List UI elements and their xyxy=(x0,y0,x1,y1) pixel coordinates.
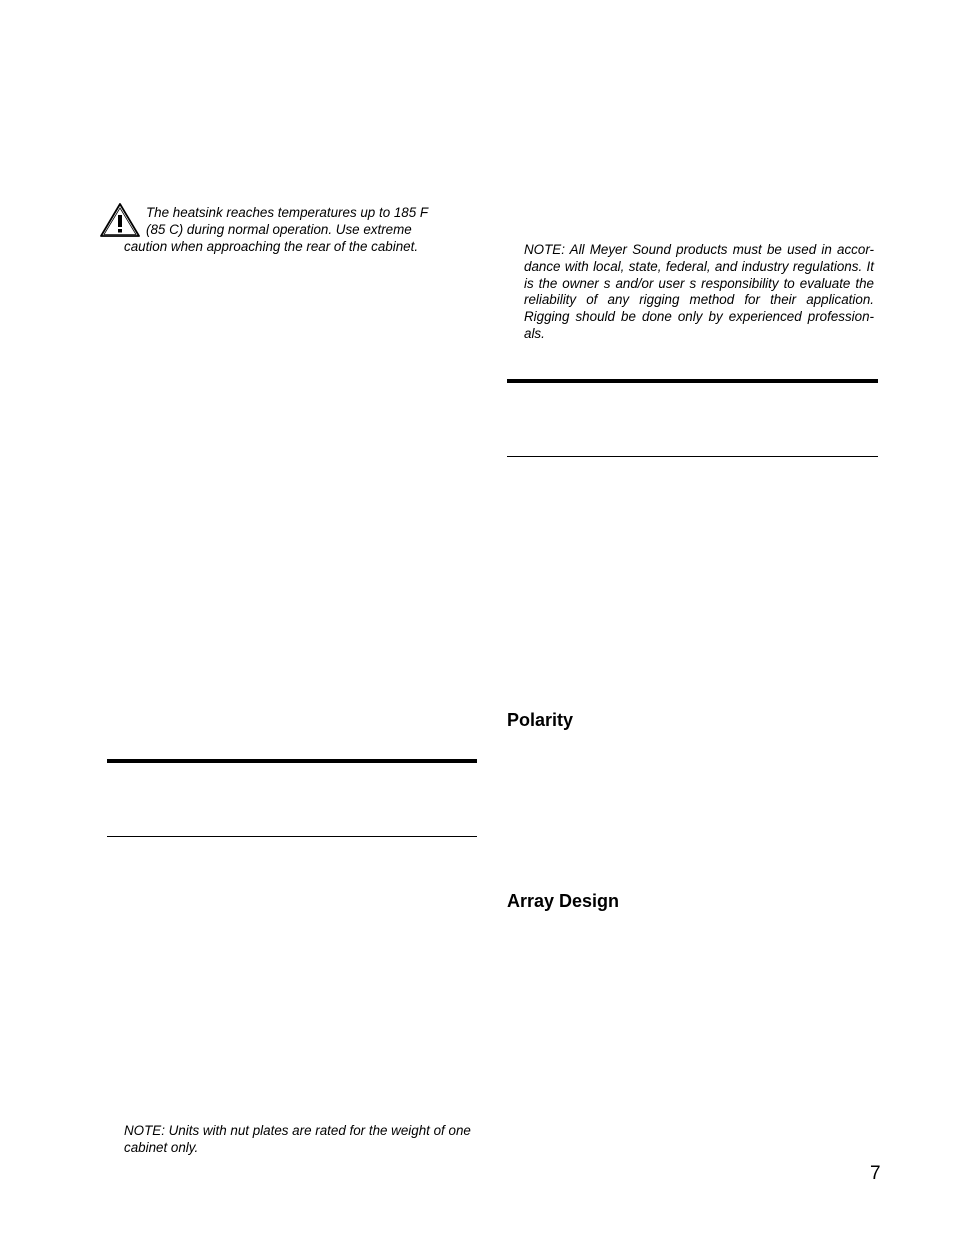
polarity-heading: Polarity xyxy=(507,710,574,730)
section-rule-thin-right xyxy=(507,456,878,457)
array-design-heading: Array Design xyxy=(507,891,620,911)
section-rule-thin-left xyxy=(107,836,477,837)
caution-line-2: (85 C) during normal operation. Use extreme xyxy=(146,221,412,237)
heatsink-caution-note xyxy=(124,205,456,255)
page-number: 7 xyxy=(870,1163,881,1184)
nut-plates-note: NOTE: Units with nut plates are rated for the weight of one cabinet only. xyxy=(124,1123,471,1155)
caution-line-1: The heatsink reaches temperatures up to 185 F xyxy=(146,205,429,220)
rigging-regulations-note: NOTE: All Meyer Sound products must be used in accor-dance with local, state, federal, and industry regulations. It is the owner s and/or user s responsibility to evaluate the reliability of any rigging method for their application. Rigging should be done only by experienced profession-als. xyxy=(524,242,874,341)
section-rule-thick-left xyxy=(107,759,477,763)
caution-line-3: caution when approaching the rear of the cabinet. xyxy=(124,238,419,254)
section-rule-thick-right xyxy=(507,379,878,383)
